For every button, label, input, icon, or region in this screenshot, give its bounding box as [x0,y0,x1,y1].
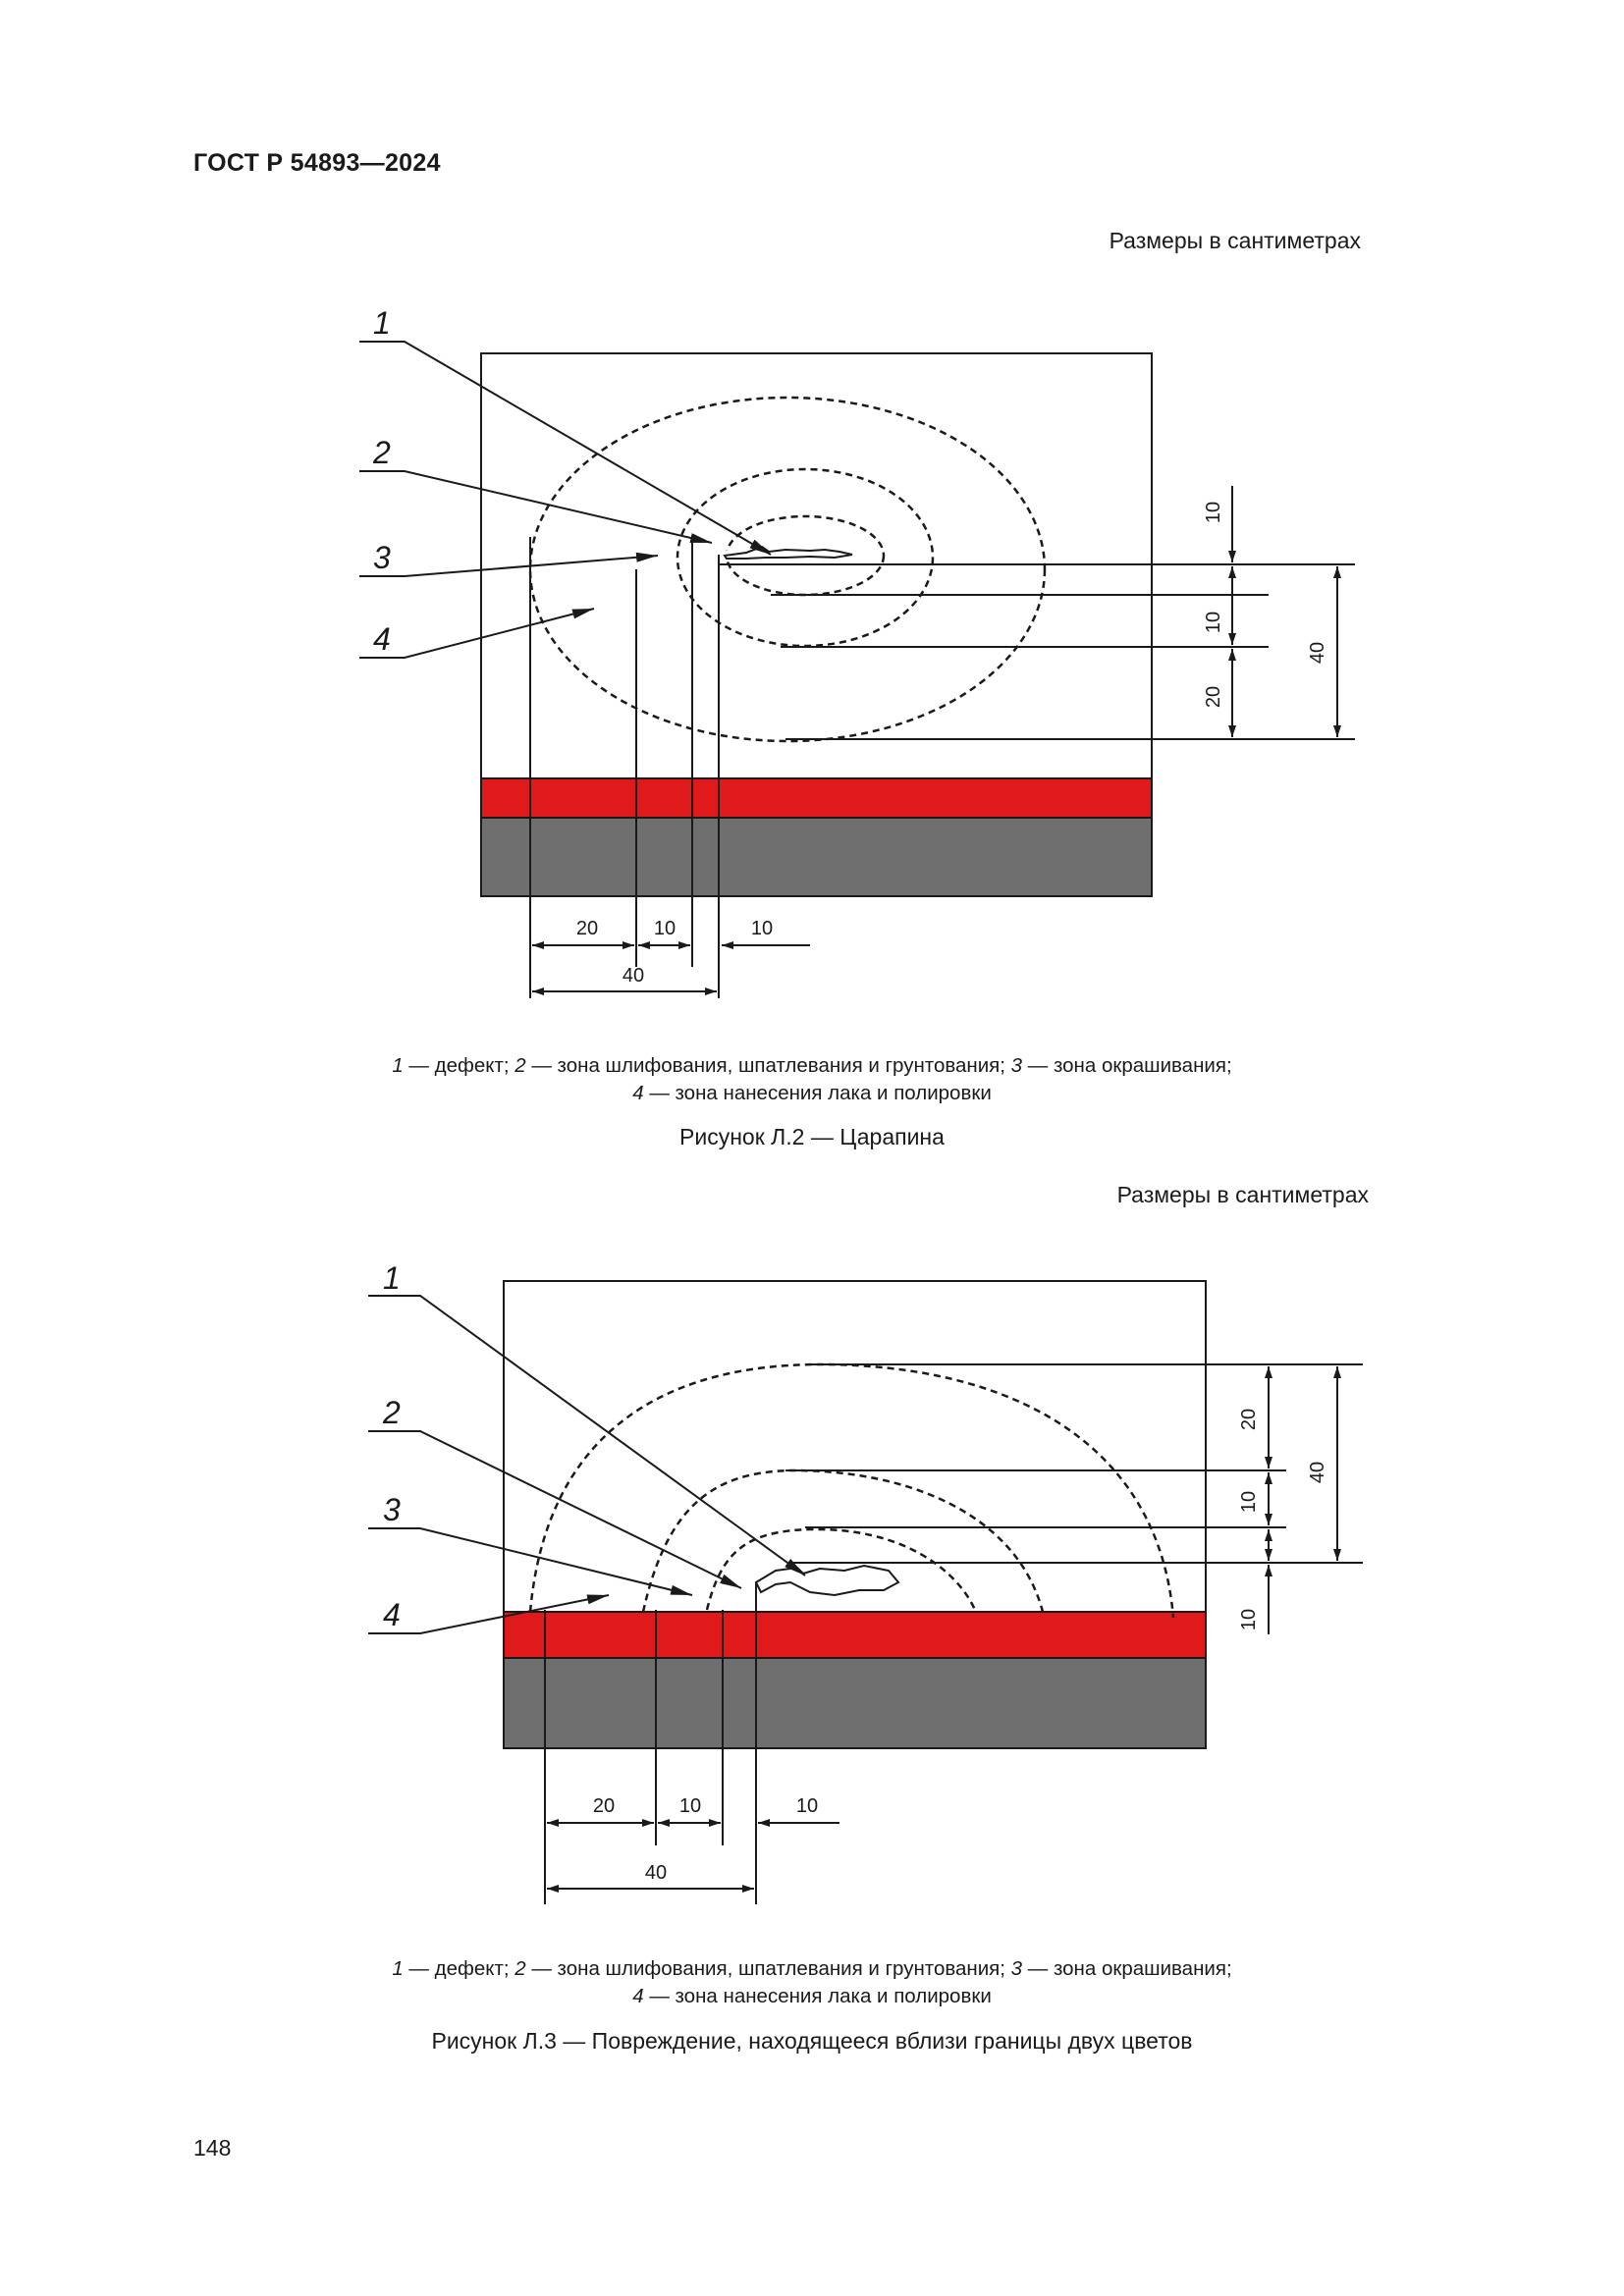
callout-3-l3: 3 [383,1492,401,1527]
callout-2-l3: 2 [383,1395,401,1430]
dim-bottom-l3-b: 10 [678,1795,702,1817]
legend-l3-num-1: 1 [392,1957,404,1980]
callout-4-l2: 4 [373,621,391,657]
units-note-l3: Размеры в сантиметрах [1116,1182,1369,1207]
dim-bottom-l2-b: 10 [653,918,677,939]
figure-l2-drawing [0,265,1624,1011]
page-number: 148 [193,2135,232,2161]
legend-l2-num-4: 4 [632,1082,644,1104]
legend-l2-num-1: 1 [392,1054,404,1077]
dim-bottom-l3-a: 20 [592,1795,616,1817]
dim-right-l3-d: 40 [1307,1461,1328,1484]
figure-l3-drawing [0,1237,1624,1904]
dim-bottom-l3-d: 40 [644,1862,668,1884]
legend-l2-line1: 1 — дефект; 2 — зона шлифования, шпатлевания и грунтования; 3 — зона окрашивания; [392,1054,1232,1077]
red-stripe-l3 [504,1612,1206,1658]
document-header: ГОСТ Р 54893—2024 [193,149,441,177]
dim-bottom-l2-c: 10 [750,918,774,939]
legend-l3-line2: 4 — зона нанесения лака и полировки [632,1985,992,2007]
units-note-l2: Размеры в сантиметрах [1109,228,1361,253]
dim-right-l3-a: 20 [1238,1408,1260,1431]
callout-3-l2: 3 [373,540,391,575]
figure-caption-l3: Рисунок Л.3 — Повреждение, находящееся вблизи границы двух цветов [431,2028,1193,2054]
dim-right-l2-b: 10 [1203,611,1224,634]
legend-l3-num-2: 2 [514,1957,526,1980]
dim-right-l2-a: 10 [1203,501,1224,524]
dim-right-l3-b: 10 [1238,1490,1260,1514]
grey-band-l2 [481,818,1152,896]
legend-l3-num-3: 3 [1010,1957,1023,1980]
figure-caption-l2: Рисунок Л.2 — Царапина [679,1124,945,1149]
legend-l3 [0,1955,1624,2010]
dim-right-l3-c: 10 [1238,1608,1260,1631]
dim-bottom-l2-d: 40 [622,965,645,987]
dim-bottom-l3-c: 10 [795,1795,819,1817]
dim-right-l2-d: 40 [1307,641,1328,665]
callout-1-l2: 1 [373,305,391,341]
dim-right-l2-c: 20 [1203,685,1224,709]
legend-l2 [0,1052,1624,1107]
legend-l3-line1: 1 — дефект; 2 — зона шлифования, шпатлевания и грунтования; 3 — зона окрашивания; [392,1957,1232,1980]
red-stripe-l2 [481,778,1152,818]
callout-1-l3: 1 [383,1260,401,1296]
panel-l2 [481,353,1152,778]
callout-4-l3: 4 [383,1597,401,1632]
legend-l3-num-4: 4 [632,1985,644,2007]
callout-2-l2: 2 [373,435,391,470]
legend-l2-num-3: 3 [1010,1054,1023,1077]
legend-l2-num-2: 2 [514,1054,526,1077]
legend-l2-line2: 4 — зона нанесения лака и полировки [632,1082,992,1104]
dim-bottom-l2-a: 20 [575,918,599,939]
grey-band-l3 [504,1658,1206,1748]
